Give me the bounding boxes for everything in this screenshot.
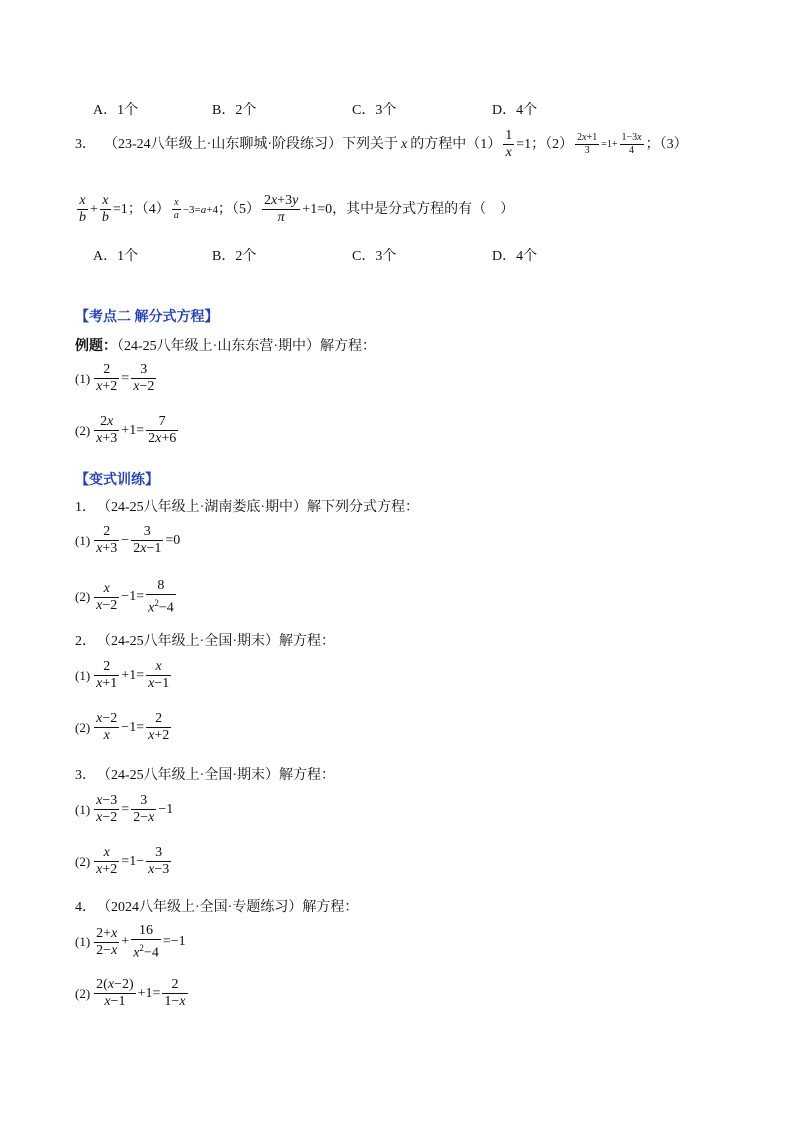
option-b: B．2个 bbox=[212, 249, 257, 264]
problem-text: （2024八年级上·全国·专题练习）解方程： bbox=[104, 900, 359, 915]
equation-2: $\frac{2x+1}{3}$ =1+ $\frac{1-3x}{4}$ bbox=[577, 132, 642, 156]
problem-4-eq-1: (1) $\frac{2+x}{2-x}$ + $\frac{16}{x^2-4}$ =−1 bbox=[75, 923, 186, 961]
problem-2-title bbox=[75, 633, 335, 651]
variant-heading: 【变式训练】 bbox=[75, 473, 159, 488]
example-text: （24-25八年级上·山东东营·期中）解方程： bbox=[117, 339, 376, 354]
question-text-b: 的方程中（1） bbox=[410, 136, 502, 152]
equation-1: $\frac{1}{x}$ =1 bbox=[505, 128, 532, 160]
part-label: (1) bbox=[75, 667, 91, 683]
example-eq-2: (2) $\frac{2x}{x+3}$ +1= $\frac{7}{2x+6}$ bbox=[75, 414, 177, 446]
problem-1-eq-1: (1) $\frac{2}{x+3}$ − $\frac{3}{2x-1}$ =0 bbox=[75, 524, 181, 556]
problem-2-eq-1: (1) $\frac{2}{x+1}$ +1= $\frac{x}{x-1}$ bbox=[75, 659, 170, 691]
part-label: (2) bbox=[75, 719, 91, 735]
example-line bbox=[75, 338, 376, 356]
part-label: (1) bbox=[75, 370, 91, 386]
part-label: (1) bbox=[75, 934, 91, 950]
problem-2-eq-2: (2) $\frac{x-2}{x}$ −1= $\frac{2}{x+2}$ bbox=[75, 711, 170, 743]
example-label: 例题： bbox=[75, 339, 117, 354]
option-a: A．1个 bbox=[93, 249, 139, 264]
option-b: B．2个 bbox=[212, 103, 257, 118]
problem-text: （24-25八年级上·全国·期末）解方程： bbox=[104, 768, 335, 783]
part-label: (1) bbox=[75, 532, 91, 548]
problem-number: 4． bbox=[75, 900, 96, 915]
section-heading: 【考点二 解分式方程】 bbox=[75, 310, 219, 325]
question-tail: ，其中是分式方程的有（ ） bbox=[332, 201, 515, 217]
problem-3-eq-1: (1) $\frac{x-3}{x-2}$ = $\frac{3}{2-x}$ −1 bbox=[75, 793, 174, 825]
equation-4: $\frac{x}{a}$ −3=a+4 bbox=[173, 197, 218, 221]
problem-3-eq-2: (2) $\frac{x}{x+2}$ =1− $\frac{3}{x-3}$ bbox=[75, 845, 170, 877]
problem-number: 1． bbox=[75, 500, 96, 515]
problem-1-eq-2: (2) $\frac{x}{x-2}$ −1= $\frac{8}{x^2-4}$ bbox=[75, 578, 174, 616]
problem-text: （24-25八年级上·湖南娄底·期中）解下列分式方程： bbox=[104, 500, 419, 515]
question-number: 3． bbox=[75, 136, 96, 152]
problem-4-eq-2: (2) $\frac{2(x-2)}{x-1}$ +1= $\frac{2}{1-x}$ bbox=[75, 977, 186, 1009]
problem-number: 2． bbox=[75, 634, 96, 649]
var-x: x bbox=[401, 136, 408, 152]
part-3-label: ；（3） bbox=[645, 136, 688, 152]
problem-4-title bbox=[75, 899, 358, 917]
question-3-line2 bbox=[75, 193, 514, 226]
part-label: (1) bbox=[75, 801, 91, 817]
part-5-label: ；（5） bbox=[217, 201, 260, 217]
question-source: （23-24八年级上·山东聊城·阶段练习） bbox=[104, 136, 342, 152]
equation-5: $\frac{2x+3y}{\pi}$ +1=0 bbox=[263, 193, 333, 225]
part-label: (2) bbox=[75, 589, 91, 605]
part-label: (2) bbox=[75, 422, 91, 438]
part-label: (2) bbox=[75, 853, 91, 869]
part-2-label: ；（2） bbox=[531, 136, 574, 152]
option-a: A．1个 bbox=[93, 103, 139, 118]
option-d: D．4个 bbox=[492, 249, 538, 264]
problem-1-title bbox=[75, 499, 419, 517]
option-c: C．3个 bbox=[352, 249, 397, 264]
example-eq-1: (1) $\frac{2}{x+2}$ = $\frac{3}{x-2}$ bbox=[75, 362, 155, 394]
option-d: D．4个 bbox=[492, 103, 538, 118]
question-3-line1 bbox=[75, 128, 688, 161]
part-4-label: ；（4） bbox=[127, 201, 170, 217]
problem-number: 3． bbox=[75, 768, 96, 783]
question-text: 下列关于 bbox=[342, 136, 398, 152]
part-label: (2) bbox=[75, 985, 91, 1001]
problem-3-title bbox=[75, 767, 335, 785]
option-c: C．3个 bbox=[352, 103, 397, 118]
equation-3: $\frac{x}{b}$ + $\frac{x}{b}$ =1 bbox=[79, 193, 128, 225]
problem-text: （24-25八年级上·全国·期末）解方程： bbox=[104, 634, 335, 649]
